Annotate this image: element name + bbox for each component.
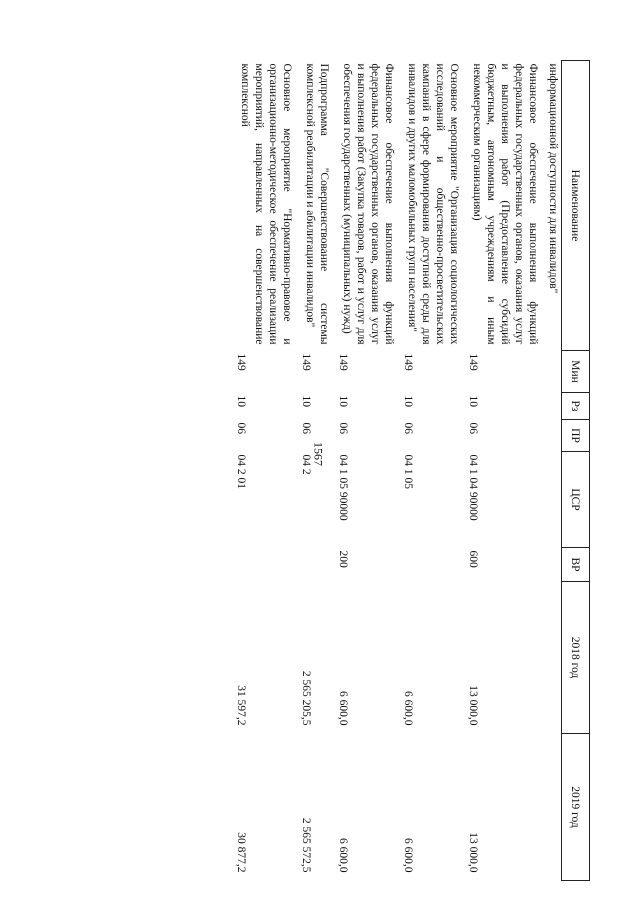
row-csr: 04 1 05 [402, 454, 414, 489]
row-2018: 6 600,0 [337, 691, 349, 726]
header-pr: ПР [562, 420, 590, 452]
row-min: 149 [402, 353, 414, 371]
header-vr: ВР [562, 548, 590, 582]
row-csr: 04 2 [300, 454, 312, 475]
row-vr [543, 548, 562, 582]
row-2019: 30 877,2 [235, 832, 247, 873]
table-header-row [562, 61, 590, 881]
table-row [232, 61, 297, 881]
header-2018: 2018 год [562, 582, 590, 734]
row-vr: 200 [337, 550, 349, 568]
row-pr: 06 [402, 422, 414, 434]
row-name: Финансовое обеспечение выполнения функций федеральных государственных органов, оказания услуг и выполнения работ (Закупка товаров, работ и услуг для обеспечения государственных (муниципальных) нужд) [341, 63, 395, 345]
row-rz: 10 [235, 395, 247, 407]
row-2018: 6 600,0 [402, 691, 414, 726]
row-csr: 04 1 05 90000 [337, 454, 349, 521]
budget-table [232, 60, 590, 881]
row-name: Подпрограмма "Совершенствование системы комплексной реабилитации и абилитации инвалидов" [304, 63, 330, 345]
row-min: 149 [235, 353, 247, 371]
row-2018 [543, 582, 562, 734]
table-row [543, 61, 562, 881]
row-min: 149 [337, 353, 349, 371]
table-row [297, 61, 334, 881]
row-pr [543, 420, 562, 452]
rotated-page-content [60, 60, 590, 880]
row-name: Основное мероприятие "Нормативно-правовое и организационно-методическое обеспечение реализации мероприятий, направленных на совершенствование комплексной [239, 63, 293, 345]
row-rz: 10 [467, 395, 479, 407]
header-name: Наименование [562, 61, 590, 351]
header-2019: 2019 год [562, 734, 590, 881]
row-2018: 13 000,0 [467, 685, 479, 726]
row-2019: 13 000,0 [467, 832, 479, 873]
page-number: 1567 [311, 442, 326, 466]
row-name: Основное мероприятие "Организация социологических исследований и общественно-просветительских кампаний в сфере формирования доступной среды для инвалидов и других маломобильных групп населения" [406, 63, 460, 345]
table-row [334, 61, 399, 881]
row-csr [543, 452, 562, 548]
table-row [399, 61, 464, 881]
row-pr: 06 [300, 422, 312, 434]
row-min [543, 351, 562, 393]
row-csr: 04 1 04 90000 [467, 454, 479, 521]
table-row [464, 61, 543, 881]
row-pr: 06 [337, 422, 349, 434]
row-2018: 2 565 205,5 [300, 670, 312, 726]
row-2019: 6 600,0 [402, 838, 414, 873]
row-vr [399, 548, 464, 582]
header-min: Мин [562, 351, 590, 393]
row-csr: 04 2 01 [235, 454, 247, 489]
row-min: 149 [467, 353, 479, 371]
row-2019: 6 600,0 [337, 838, 349, 873]
row-rz: 10 [402, 395, 414, 407]
row-name: информационной доступности для инвалидов" [547, 63, 559, 294]
row-2019 [543, 734, 562, 881]
row-min: 149 [300, 353, 312, 371]
row-rz [543, 393, 562, 420]
row-vr: 600 [467, 550, 479, 568]
row-name: Финансовое обеспечение выполнения функций федеральных государственных органов, оказания услуг и выполнения работ (Предоставление субсидий бюджетным, автономным учреждениям и иным некоммерческим организациям) [471, 63, 539, 345]
row-vr [297, 548, 334, 582]
header-rz: Рз [562, 393, 590, 420]
row-pr: 06 [235, 422, 247, 434]
header-csr: ЦСР [562, 452, 590, 548]
row-pr: 06 [467, 422, 479, 434]
row-rz: 10 [300, 395, 312, 407]
row-vr [232, 548, 297, 582]
row-2018: 31 597,2 [235, 685, 247, 726]
row-rz: 10 [337, 395, 349, 407]
row-2019: 2 565 572,5 [300, 817, 312, 873]
